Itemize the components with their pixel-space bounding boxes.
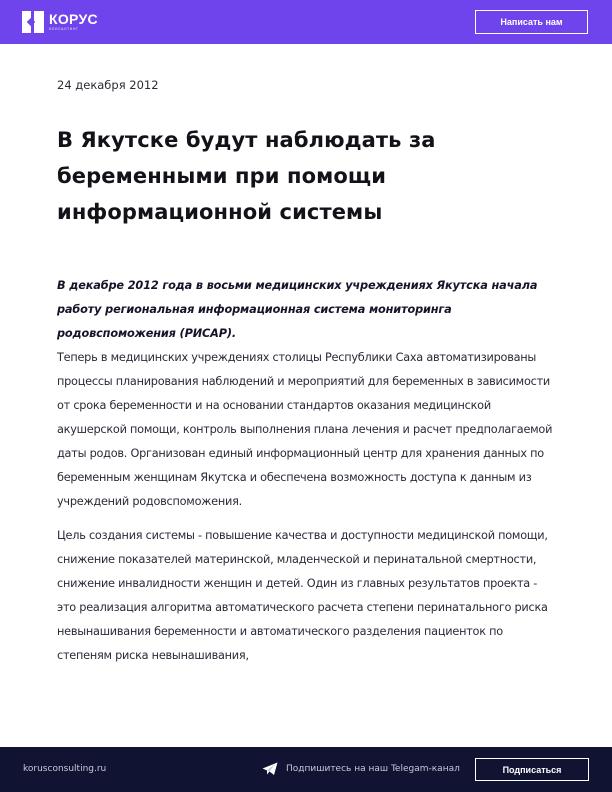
article-paragraph-1: Теперь в медицинских учреждениях столицы Республики Саха автоматизированы процессы планирования наблюдений и мероприятий для беременных в зависимости от срока беременности и на основании стандартов оказания медицинской акушерской помощи, контроль выполнения плана лечения и расчет предполагаемой даты родов. Организован единый информационный центр для хранения данных по беременным женщинам Якутска и обеспечена возможность доступа к данным из учреждений родовспоможения.	[57, 351, 553, 508]
telegram-label: Подпишитесь на наш Telegam-канал	[286, 764, 460, 774]
telegram-subscribe-link[interactable]	[262, 762, 460, 776]
site-footer	[0, 747, 612, 792]
subscribe-button[interactable]: Подписаться	[475, 758, 589, 781]
article-paragraph-2: Цель создания системы - повышение качества и доступности медицинской помощи, снижение показателей материнской, младенческой и перинатальной смертности, снижение инвалидности женщин и детей. Один из главных результатов проекта - это реализация алгоритма автоматического расчета степени перинатального риска невынашивания беременности и автоматического разделения пациенток по степеням риска невынашивания,	[57, 529, 548, 662]
korus-logo[interactable]	[22, 11, 98, 33]
article-lead: В декабре 2012 года в восьми медицинских учреждениях Якутска начала работу региональная информационная система мониторинга родовспоможения (РИСАР).	[57, 279, 538, 340]
article-title: В Якутске будут наблюдать за беременными при помощи информационной системы	[57, 128, 436, 224]
paper-plane-icon	[262, 762, 278, 776]
logo-name: КОРУС	[49, 11, 98, 27]
article-date: 24 декабря 2012	[57, 78, 159, 92]
article-body	[57, 274, 557, 668]
contact-us-button[interactable]: Написать нам	[475, 10, 588, 34]
site-header	[0, 0, 612, 44]
logo-subtitle: КОНСАЛТИНГ	[49, 27, 79, 31]
site-link[interactable]: korusconsulting.ru	[23, 764, 107, 774]
korus-logo-icon	[22, 11, 44, 33]
